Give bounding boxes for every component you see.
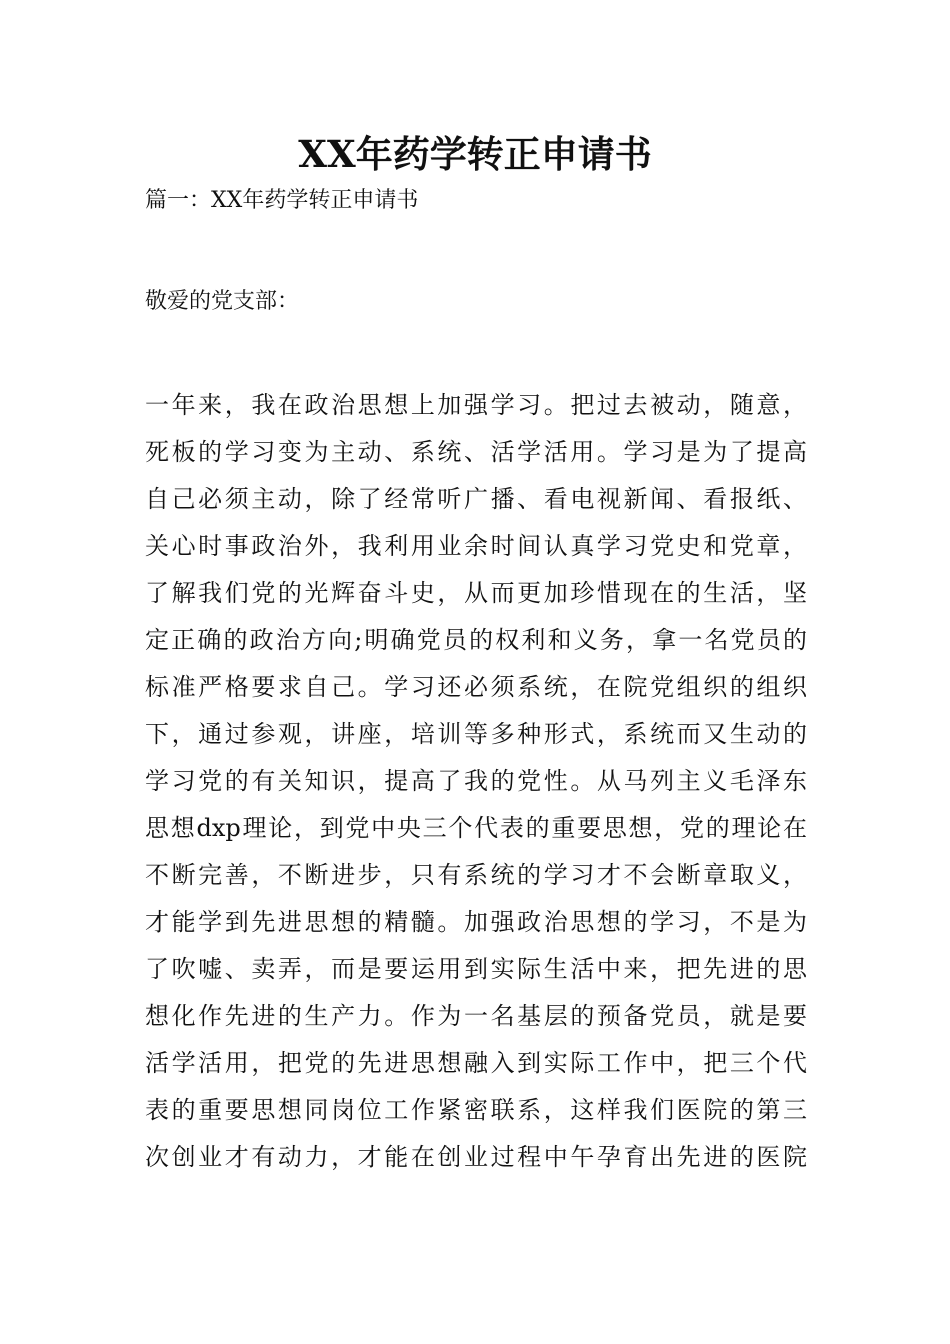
- body-line: 死板的学习变为主动、系统、活学活用。学习是为了提高: [145, 438, 807, 466]
- body-line: 表的重要思想同岗位工作紧密联系，这样我们医院的第三: [145, 1096, 807, 1124]
- salutation: 敬爱的党支部：: [145, 289, 300, 314]
- body-line: 不断完善，不断进步，只有系统的学习才不会断章取义，: [145, 861, 807, 889]
- body-line: 了吹嘘、卖弄，而是要运用到实际生活中来，把先进的思: [145, 955, 807, 983]
- document-title: XX年药学转正申请书: [298, 132, 652, 176]
- body-line: 定正确的政治方向;明确党员的权利和义务，拿一名党员的: [145, 626, 807, 654]
- body-line: 了解我们党的光辉奋斗史，从而更加珍惜现在的生活，坚: [145, 579, 807, 607]
- body-line: 活学活用，把党的先进思想融入到实际工作中，把三个代: [145, 1049, 807, 1077]
- body-line: 关心时事政治外，我利用业余时间认真学习党史和党章，: [145, 532, 807, 560]
- body-line: 下，通过参观，讲座，培训等多种形式，系统而又生动的: [145, 720, 807, 748]
- body-line: 一年来，我在政治思想上加强学习。把过去被动，随意，: [145, 391, 807, 419]
- body-line: 想化作先进的生产力。作为一名基层的预备党员，就是要: [145, 1002, 807, 1030]
- body-line: 自己必须主动，除了经常听广播、看电视新闻、看报纸、: [145, 485, 807, 513]
- body-line: 次创业才有动力，才能在创业过程中午孕育出先进的医院: [145, 1143, 807, 1171]
- body-line: 思想dxp理论，到党中央三个代表的重要思想，党的理论在: [145, 814, 807, 842]
- body-line: 才能学到先进思想的精髓。加强政治思想的学习，不是为: [145, 908, 807, 936]
- body-line: 学习党的有关知识，提高了我的党性。从马列主义毛泽东: [145, 767, 807, 795]
- document-subtitle: 篇一：XX年药学转正申请书: [145, 188, 419, 213]
- body-paragraph: [145, 382, 807, 1181]
- body-line: 标准严格要求自己。学习还必须系统，在院党组织的组织: [145, 673, 807, 701]
